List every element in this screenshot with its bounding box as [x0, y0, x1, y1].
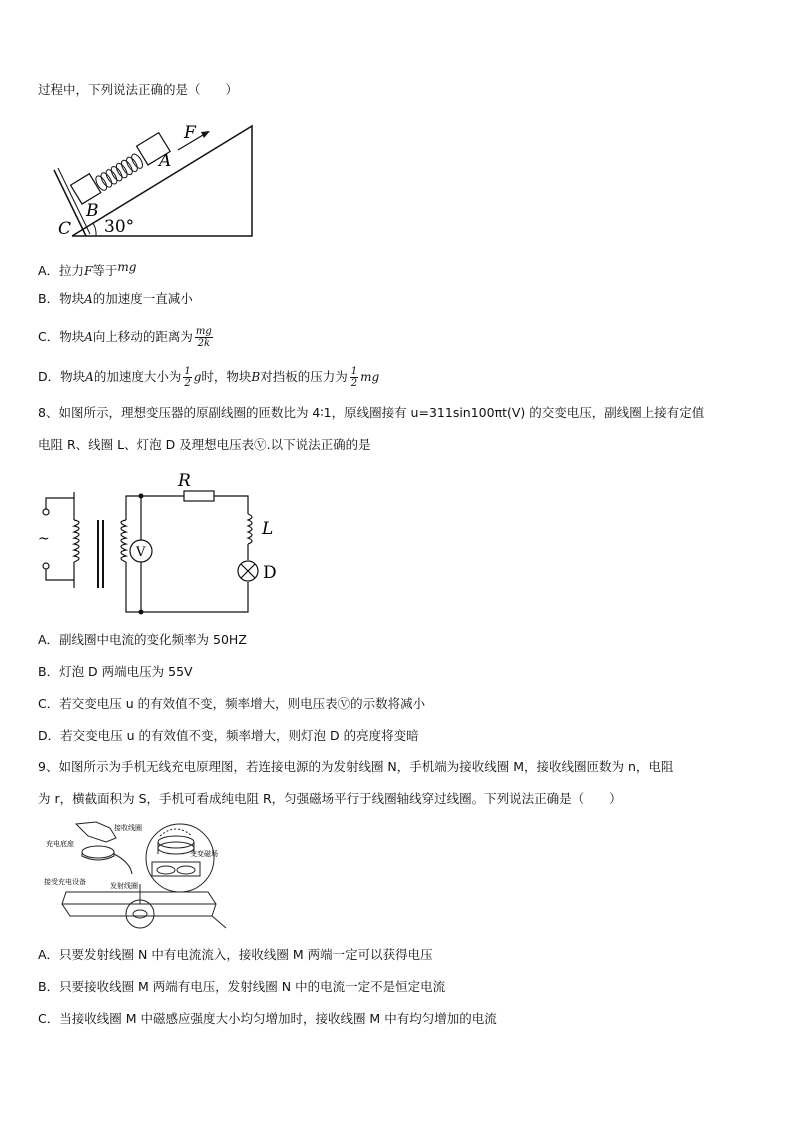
q7-option-b: B．物块A的加速度一直减小 [38, 291, 193, 306]
label-charging-base: 充电底座 [46, 840, 74, 848]
q8-stem-line1: 8、如图所示，理想变压器的原副线圈的匝数比为 4∶1，原线圈接有 u=311sin100πt(V) 的交变电压，副线圈上接有定值 [38, 405, 705, 420]
q7-option-a: A．拉力F等于mg [38, 260, 137, 278]
q8-circuit-figure [34, 470, 294, 615]
q7-stem-tail: 过程中，下列说法正确的是（ ） [38, 82, 239, 97]
label-A: A [159, 151, 172, 171]
q7-option-d: D．物块A的加速度大小为 $\frac{1}{2}$ g时，物块B对挡板的压力为 $\frac{1}{2}$ mg [38, 366, 380, 389]
q9-option-a: A．只要发射线圈 N 中有电流流入，接收线圈 M 两端一定可以获得电压 [38, 947, 433, 962]
q9-wireless-charging-figure [40, 818, 230, 936]
q9-stem-line2: 为 r，横截面积为 S，手机可看成纯电阻 R，匀强磁场平行于线圈轴线穿过线圈。下列说法正确是（ ） [38, 791, 622, 806]
label-B: B [86, 201, 99, 221]
label-F: F [184, 123, 196, 143]
label-R: R [178, 471, 191, 491]
label-alternating-field: 交变磁场 [190, 850, 218, 858]
label-angle: 30° [104, 217, 135, 237]
label-C: C [58, 219, 72, 239]
voltmeter-icon: V [136, 545, 146, 560]
label-transmit-coil: 发射线圈 [110, 882, 138, 890]
q8-option-d: D．若交变电压 u 的有效值不变，频率增大，则灯泡 D 的亮度将变暗 [38, 728, 419, 743]
label-receiving-device: 接受充电设备 [44, 878, 86, 886]
q9-stem-line1: 9、如图所示为手机无线充电原理图，若连接电源的为发射线圈 N，手机端为接收线圈 M，接收线圈匝数为 n，电阻 [38, 759, 674, 774]
q8-stem-line2: 电阻 R、线圈 L、灯泡 D 及理想电压表Ⓥ.以下说法正确的是 [38, 437, 371, 452]
q8-option-b: B．灯泡 D 两端电压为 55V [38, 664, 193, 679]
q8-option-a: A．副线圈中电流的变化频率为 50HZ [38, 632, 247, 647]
q9-option-c: C．当接收线圈 M 中磁感应强度大小均匀增加时，接收线圈 M 中有均匀增加的电流 [38, 1011, 497, 1026]
label-D: D [263, 563, 277, 583]
q8-option-c: C．若交变电压 u 的有效值不变，频率增大，则电压表Ⓥ的示数将减小 [38, 696, 426, 711]
q7-incline-figure [52, 118, 262, 240]
label-L: L [262, 519, 274, 539]
ac-source-icon: ~ [38, 531, 50, 547]
fraction-mg-2k: $\frac{mg}{2k}$ [195, 326, 212, 349]
q9-option-b: B．只要接收线圈 M 两端有电压，发射线圈 N 中的电流一定不是恒定电流 [38, 979, 446, 994]
label-receive-coil: 接收线圈 [114, 824, 142, 832]
q7-option-c: C．物块A向上移动的距离为 $\frac{mg}{2k}$ [38, 326, 212, 349]
